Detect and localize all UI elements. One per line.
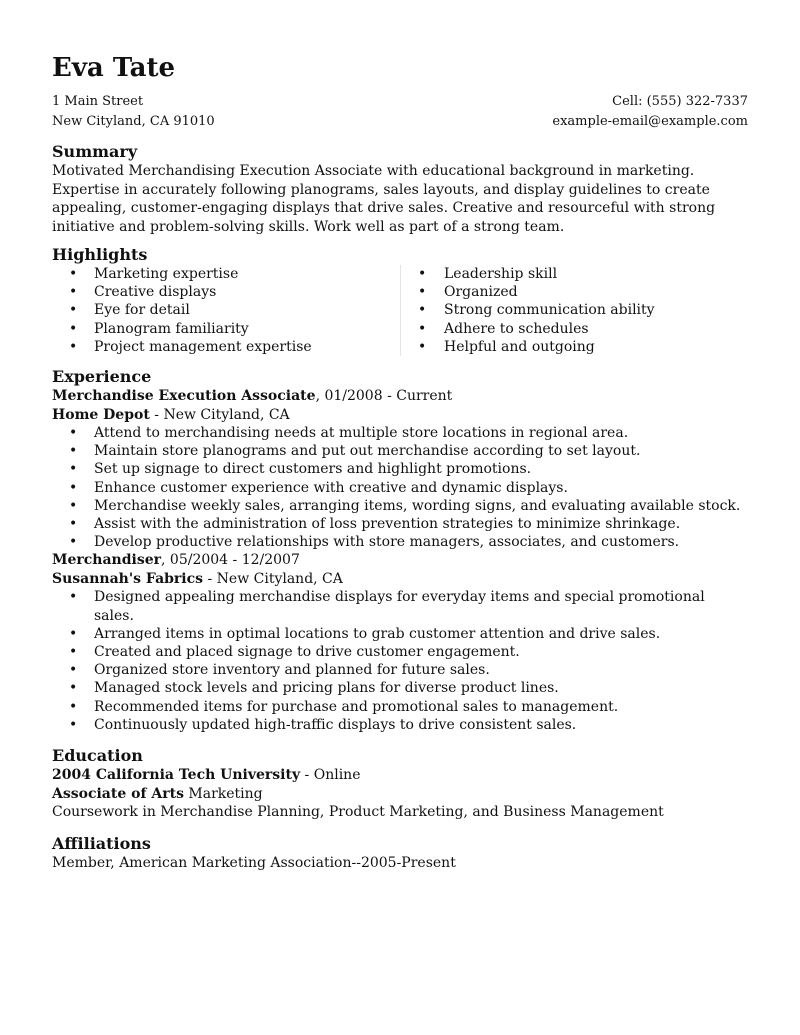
affiliations-section bbox=[52, 834, 748, 873]
job-title-line bbox=[52, 387, 748, 406]
highlight-item: • Marketing expertise bbox=[52, 265, 400, 283]
highlights-right-list bbox=[401, 265, 748, 356]
job-duty: • Recommended items for purchase and promotional sales to management. bbox=[52, 698, 748, 716]
summary-text: Motivated Merchandising Execution Associate with educational background in marketing. Expertise in accurately following planograms, sales layouts, and display guidelines to create appealing, customer-engaging displays that drive sales. Creative and resourceful with strong initiative and problem-solving skills. Work well as part of a strong team. bbox=[52, 163, 716, 235]
highlights-left-list bbox=[52, 265, 400, 356]
job-duty: • Assist with the administration of loss prevention strategies to minimize shrinkage. bbox=[52, 515, 748, 533]
job-duty: • Organized store inventory and planned for future sales. bbox=[52, 661, 748, 679]
education-section bbox=[52, 746, 748, 822]
job-duties-list bbox=[52, 588, 748, 734]
company-line bbox=[52, 570, 748, 589]
job-duty: • Merchandise weekly sales, arranging items, wording signs, and evaluating available stock. bbox=[52, 497, 748, 515]
degree-field: Marketing bbox=[183, 785, 263, 802]
company-name: Home Depot bbox=[52, 406, 150, 423]
highlight-item: • Strong communication ability bbox=[401, 301, 748, 319]
job-duty: • Arranged items in optimal locations to grab customer attention and drive sales. bbox=[52, 625, 748, 643]
highlight-item: • Leadership skill bbox=[401, 265, 748, 283]
highlight-item: • Adhere to schedules bbox=[401, 320, 748, 338]
degree-line bbox=[52, 785, 748, 804]
highlights-heading: Highlights bbox=[52, 245, 148, 264]
job-duty: • Enhance customer experience with creative and dynamic displays. bbox=[52, 479, 748, 497]
email-address: example-email@example.com bbox=[552, 114, 748, 129]
degree-name: Associate of Arts bbox=[52, 785, 184, 802]
highlight-item: • Organized bbox=[401, 283, 748, 301]
education-heading: Education bbox=[52, 746, 143, 766]
job-duty: • Set up signage to direct customers and highlight promotions. bbox=[52, 460, 748, 478]
highlights-right-column bbox=[400, 265, 748, 356]
job-entry bbox=[52, 551, 748, 734]
summary-section bbox=[52, 142, 748, 236]
job-title: Merchandise Execution Associate bbox=[52, 388, 316, 405]
contact-row-2 bbox=[52, 112, 748, 132]
school-name: 2004 California Tech University bbox=[52, 767, 301, 784]
highlights-grid bbox=[52, 265, 748, 356]
phone-number: Cell: (555) 322-7337 bbox=[612, 94, 748, 109]
address-line-2: New Cityland, CA 91010 bbox=[52, 114, 215, 129]
highlights-section bbox=[52, 245, 748, 356]
company-name: Susannah's Fabrics bbox=[52, 570, 204, 587]
resume-page bbox=[52, 52, 748, 872]
highlights-left-column bbox=[52, 265, 400, 356]
affiliations-heading: Affiliations bbox=[52, 833, 151, 853]
job-duty: • Created and placed signage to drive customer engagement. bbox=[52, 643, 748, 661]
candidate-name: Eva Tate bbox=[52, 53, 176, 83]
coursework: Coursework in Merchandise Planning, Product Marketing, and Business Management bbox=[52, 804, 664, 821]
job-entry bbox=[52, 387, 748, 551]
summary-heading: Summary bbox=[52, 142, 138, 161]
highlight-item: • Planogram familiarity bbox=[52, 320, 400, 338]
highlight-item: • Helpful and outgoing bbox=[401, 338, 748, 356]
job-duty: • Continuously updated high-traffic displays to drive consistent sales. bbox=[52, 716, 748, 734]
highlight-item: • Project management expertise bbox=[52, 338, 400, 356]
experience-heading: Experience bbox=[52, 367, 152, 387]
job-title: Merchandiser bbox=[52, 552, 162, 569]
job-duties-list bbox=[52, 424, 748, 551]
affiliation-text: Member, American Marketing Association--2005-Present bbox=[52, 854, 456, 871]
address-line-1: 1 Main Street bbox=[52, 94, 144, 109]
job-duty: • Maintain store planograms and put out merchandise according to set layout. bbox=[52, 442, 748, 460]
job-title-line bbox=[52, 551, 748, 570]
job-duty: • Designed appealing merchandise displays for everyday items and special promotional sales. bbox=[52, 588, 748, 624]
company-location: - New Cityland, CA bbox=[149, 406, 290, 423]
job-dates: , 05/2004 - 12/2007 bbox=[161, 552, 300, 569]
company-line bbox=[52, 406, 748, 425]
job-duty: • Develop productive relationships with store managers, associates, and customers. bbox=[52, 533, 748, 551]
highlight-item: • Eye for detail bbox=[52, 301, 400, 319]
experience-section bbox=[52, 367, 748, 734]
job-duty: • Attend to merchandising needs at multiple store locations in regional area. bbox=[52, 424, 748, 442]
school-line bbox=[52, 766, 748, 785]
job-dates: , 01/2008 - Current bbox=[315, 388, 453, 405]
job-duty: • Managed stock levels and pricing plans for diverse product lines. bbox=[52, 679, 748, 697]
contact-row-1 bbox=[52, 92, 748, 112]
highlight-item: • Creative displays bbox=[52, 283, 400, 301]
school-location: - Online bbox=[300, 767, 361, 784]
company-location: - New Cityland, CA bbox=[203, 570, 343, 587]
